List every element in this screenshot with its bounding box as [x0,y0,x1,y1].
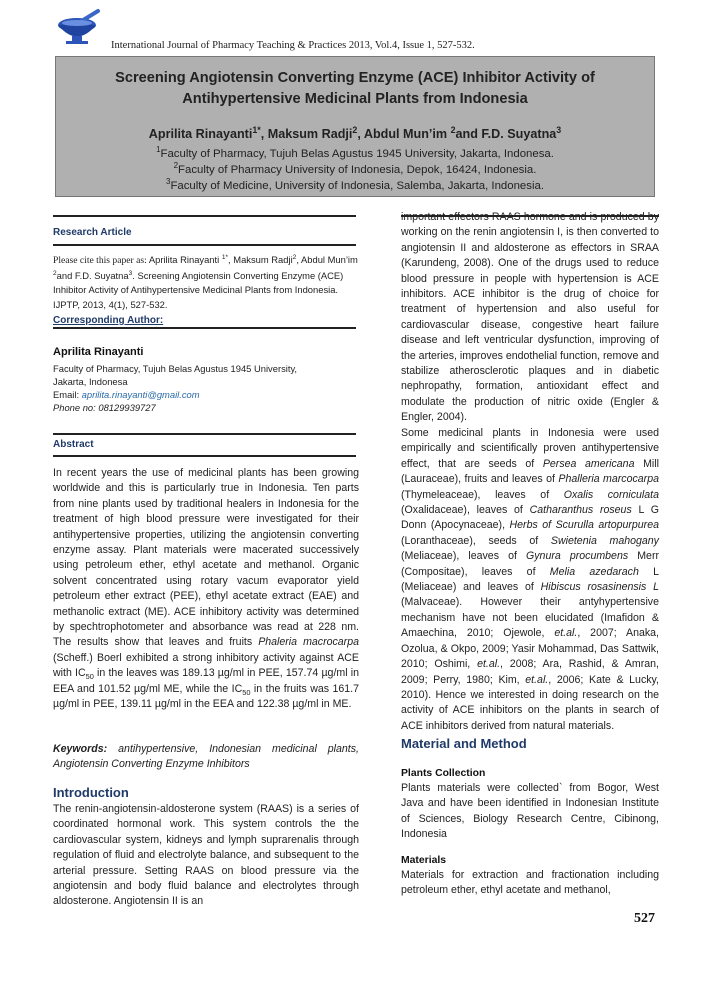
p2-k: , 2007; Anaka, Ozolua, & Okpo, 2009; Yasir Mohammad, Das Sattwik, 2010; Oshimi, [401,627,659,671]
cite-author-4: and F.D. Suyatna [56,269,129,281]
introduction-text: The renin-angiotensin-aldosterone system (RAAS) is a series of coordinated hormonal work. This system controls the the cardiovascular system, kidneys and lymph suprarenalis through regulation of fluid and electrolyte balance, and subsequent to the arterial pressure. Setting RAAS on blood pressure via the angiotensin and body fluid balance and electrolytes through aldosterone. Angiotensin II is an [53,803,359,908]
plants-collection-text: Plants materials were collected` from Bogor, West Java and have been identified in Indonesian Institute of Sciences, Biology Research Centre, Cibinong, Indonesia [401,782,659,841]
p2-etal-1: et.al. [554,627,578,640]
abstract-part-2: (Scheff.) Boerl exhibited a strong inhibitory activity against ACE with IC [53,651,359,680]
title-line-2: Antihypertensive Medicinal Plants from Indonesia [182,91,528,107]
research-article-label: Research Article [53,227,132,238]
p2-g: (Meliaceae), leaves of [401,550,527,563]
p2-oxalis: Oxalis corniculata [563,488,659,501]
affiliation-2-sup: 2 [173,161,179,171]
abstract-text [53,466,359,713]
author-4-sup: 3 [556,124,562,135]
p2-gynura: Gynura procumbens [526,550,629,563]
plants-collection-heading: Plants Collection [401,768,486,779]
keywords [53,742,359,773]
abstract-sub-1: 50 [85,672,94,682]
p2-d: (Oxalidaceae), leaves of [401,504,530,517]
affiliation-3-text: Faculty of Medicine, University of Indonesia, Salemba, Jakarta, Indonesia. [170,180,544,192]
rule-abstract-bottom [53,455,356,457]
affiliations [56,146,654,194]
corresponding-author-name: Aprilita Rinayanti [53,346,144,358]
cite-author-2: , Maksum Radji [228,254,293,265]
materials-text: Materials for extraction and fractionation including petroleum ether, ethyl acetate and methanol, [401,869,659,897]
author-3-sup: 2 [450,124,456,135]
abstract-part-1: In recent years the use of medicinal plants has been growing worldwide and this is particularly true in Indonesia. Ten parts from nine plants used by traditional healers in Indonesia for the treatment of high blood pressure were investigated for their antihypertensive properties, utilizing the angiotensin converting enzyme assay. Plant materials were macerated successively using petroleum ether, ethyl acetate and methanol. Organic solvent concentrated using rotary vacum evaporator yield petroleum ether extract (PEE), ethyl acetate extract (EAE) and methanolic extract (ME). ACE inhibitory activity was determined by spechtrophotometer and absorbance was read at 228 nm. The results show that leaves and fruits [53,467,359,649]
p2-melia: Melia azedarach [549,565,639,578]
title-box [55,56,655,197]
corr-affil-2: Jakarta, Indonesa [53,376,128,387]
rule-research-bottom [53,244,356,246]
p2-phaleria: Phalleria marcocarpa [558,473,659,486]
corr-affil-1: Faculty of Pharmacy, Tujuh Belas Agustus 1945 University, [53,363,298,374]
corr-phone: Phone no: 08129939727 [53,402,156,413]
cite-author-3: , Abdul Mun’im [296,254,358,265]
corresponding-author-info [53,362,297,414]
p2-a: Some medicinal plants in Indonesia were used empirically and scientifically proven antihypertensive effect, that are seeds of [401,427,659,470]
materials-heading: Materials [401,855,447,866]
rule-corr-bottom [53,327,356,329]
citation-block [53,253,358,312]
corresponding-author-label: Corresponding Author: [53,315,164,326]
p2-i: L (Meliaceae) and leaves of [401,565,659,594]
author-4: and F.D. Suyatna [455,127,557,141]
introduction-heading: Introduction [53,785,129,800]
p2-b: Mill (Lauraceae), fruits and leaves of [401,457,659,486]
p2-etal-3: et.al. [525,673,549,686]
p2-f: (Loranthaceae), seeds of [401,534,551,547]
abstract-species: Phaleria macrocarpa [258,636,359,649]
abstract-sub-2: 50 [242,687,251,697]
affiliation-1-text: Faculty of Pharmacy, Tujuh Belas Agustus 1945 University, Jakarta, Indonesa. [160,148,554,160]
abstract-part-3: in the leaves was 189.13 µg/ml in PEE, 157.74 µg/ml in EEA and 101.52 µg/ml ME, while the IC [53,667,359,695]
author-2-sup: 2 [352,124,358,135]
p2-persea: Persea americana [542,457,635,470]
p2-hibiscus: Hibiscus rosasinensis L [540,581,659,594]
abstract-label: Abstract [53,439,94,450]
p2-scurulla: Herbs of Scurulla artopurpurea [509,519,659,532]
author-list [56,124,654,141]
paper-title [56,68,654,110]
affiliation-2-text: Faculty of Pharmacy University of Indonesia, Depok, 16424, Indonesia. [178,164,537,176]
p2-m: , 2006; Kate & Lucky, 2010). Hence we interested in doing research on the activity of ACE inhibitors on the plants in search of ACE inhibitors derived from natural materials. [401,673,659,732]
affiliation-3-sup: 3 [166,177,171,187]
p2-c: (Thymeleaceae), leaves of [401,488,564,501]
p2-swietenia: Swietenia mahogany [550,534,659,547]
corr-email-row [53,388,297,401]
right-paragraph-1: important effectors RAAS hormone and is produced by working on the renin angiotensin I, is then converted to angiotensin II and aldosterone as effectors in SRAA (Karundeng, 2008). One of the drugs used to reduce blood pressure in people with hypertension is ACE inhibitors. ACE inhibitor is the drug of choice for treatment of hypertension and also useful for cardiovascular disease, congestive heart failure disease and left ventricular dysfunction, improving of the arteries, improves endothelial function, remove and stabilize atherosclerotic plaques and in diabetic nephropathy, formation, antioxidant effect and modulate the production of nitric oxide (Engler & Engler, 2004). [401,211,659,424]
p2-catharanthus: Catharanthus roseus [529,504,632,517]
cite-author-4-sup: 3 [128,269,133,277]
email-link[interactable]: aprilita.rinayanti@gmail.com [81,389,200,400]
affiliation-1 [56,146,654,162]
p2-h: Merr (Compositae), leaves of [401,550,659,578]
p2-etal-2: et.al. [477,658,501,671]
keywords-text: antihypertensive, Indonesian medicinal plants, Angiotensin Converting Enzyme Inhibitors [53,743,359,771]
p2-j: (Malvaceae). However their antyhypertensive mechanism have not been elucidated (Imafidon & Amaechina, 2010; Ojewole, [401,596,659,640]
author-2: , Maksum Radji [260,127,353,141]
affiliation-3 [56,178,654,194]
author-1: Aprilita Rinayanti [148,127,253,141]
cite-author-3-sup: 2 [53,269,57,277]
rule-abstract-top [53,433,356,435]
author-3: , Abdul Mun’im [357,127,451,141]
cite-author-2-sup: 2 [292,253,297,261]
affiliation-1-sup: 1 [156,145,161,155]
cite-rest: . Screening Angiotensin Converting Enzyme (ACE) Inhibitor Activity of Antihypertensive Medicinal Plants from Indonesia. IJPTP, 2013, 4(1), 527-532. [53,269,344,310]
journal-logo [52,8,104,46]
affiliation-2 [56,162,654,178]
material-method-heading: Material and Method [401,736,527,751]
page-number: 527 [634,911,655,926]
rule-top-left [53,215,356,217]
email-label: Email: [53,389,82,400]
author-1-sup: 1* [252,124,261,135]
title-line-1: Screening Angiotensin Converting Enzyme (ACE) Inhibitor Activity of [115,70,595,86]
cite-author-1-sup: 1* [221,253,229,261]
right-paragraph-2 [401,426,659,734]
abstract-part-4: in the fruits was 161.7 µg/ml in PEE, 139.11 µg/ml in the EEA and 122.38 µg/ml in ME. [53,682,359,711]
keywords-label: Keywords: [53,743,108,755]
p2-e: L G Donn (Apocynaceae), [401,504,659,532]
cite-author-1: Aprilita Rinayanti [146,254,222,265]
cite-lead: Please cite this paper as: [53,255,147,266]
p2-l: , 2008; Ara, Rashid, & Amran, 2009; Perry, 1980; Kim, [401,658,659,686]
journal-header: International Journal of Pharmacy Teaching & Practices 2013, Vol.4, Issue 1, 527-532. [111,40,475,51]
